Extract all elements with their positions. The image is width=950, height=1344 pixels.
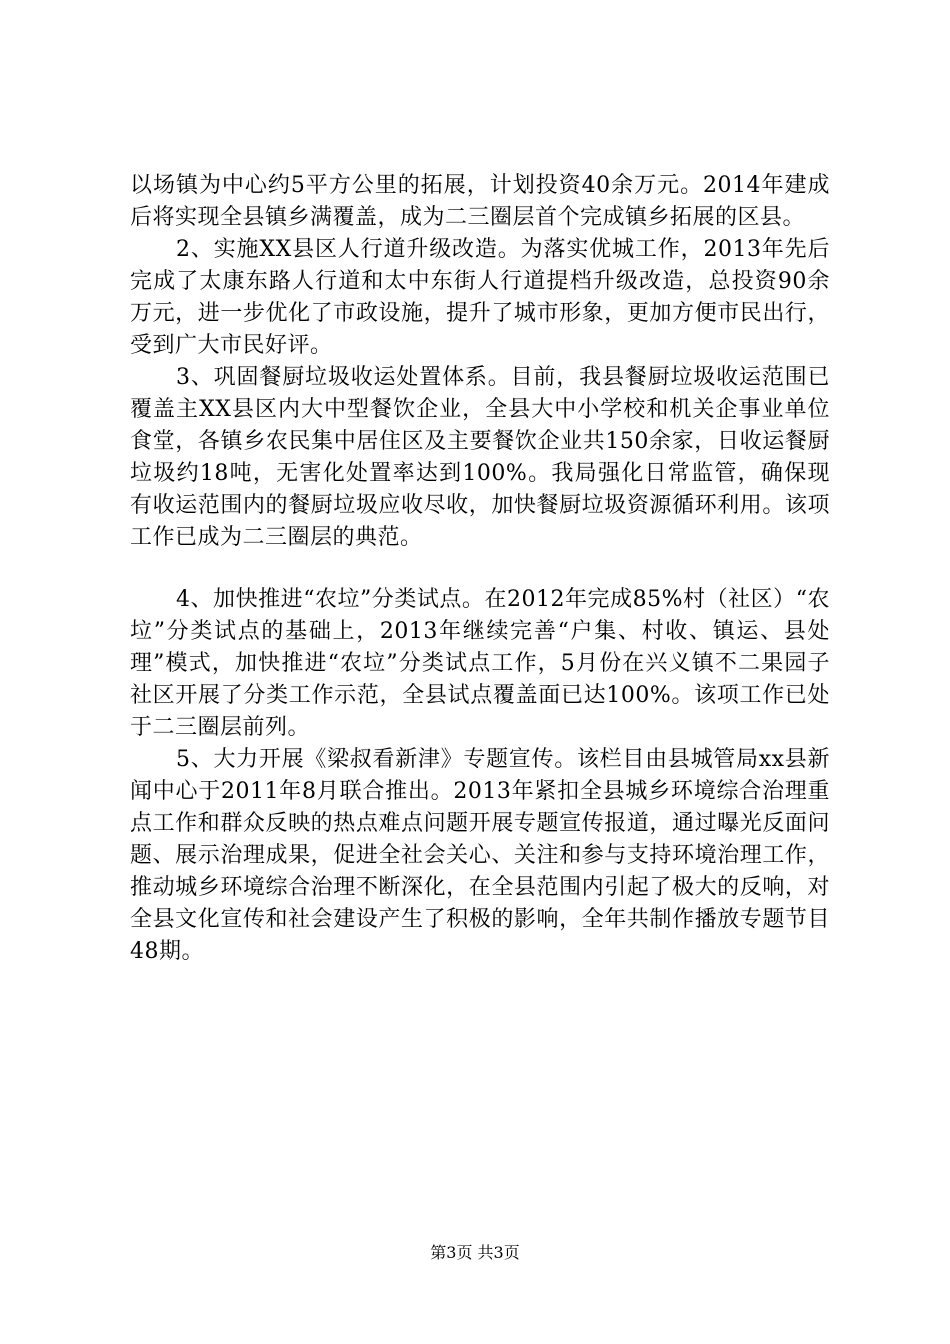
page-footer: 第3页 共3页 <box>430 1243 520 1262</box>
paragraph-kitchen-waste: 3、巩固餐厨垃圾收运处置体系。目前，我县餐厨垃圾收运范围已覆盖主XX县区内大中型餐饮企业，全县大中小学校和机关企事业单位食堂，各镇乡农民集中居住区及主要餐饮企业共150余家，日收运餐厨垃圾约18吨，无害化处置率达到100%。我局强化日常监管，确保现有收运范围内的餐厨垃圾应收尽收，加快餐厨垃圾资源循环利用。该项工作已成为二三圈层的典范。 <box>130 365 830 550</box>
paragraph-sidewalk-upgrade: 2、实施XX县区人行道升级改造。为落实优城工作，2013年先后完成了太康东路人行道和太中东街人行道提档升级改造，总投资90余万元，进一步优化了市政设施，提升了城市形象，更加方便市民出行，受到广大市民好评。 <box>130 237 830 358</box>
paragraph-continuation: 以场镇为中心约5平方公里的拓展，计划投资40余万元。2014年建成后将实现全县镇乡满覆盖，成为二三圈层首个完成镇乡拓展的区县。 <box>130 173 830 230</box>
document-body <box>130 170 830 968</box>
paragraph-publicity-program: 5、大力开展《梁叔看新津》专题宣传。该栏目由县城管局xx县新闻中心于2011年8月联合推出。2013年紧扣全县城乡环境综合治理重点工作和群众反映的热点难点问题开展专题宣传报道，通过曝光反面问题、展示治理成果，促进全社会关心、关注和参与支持环境治理工作，推动城乡环境综合治理不断深化，在全县范围内引起了极大的反响，对全县文化宣传和社会建设产生了积极的影响，全年共制作播放专题节目48期。 <box>130 747 830 964</box>
paragraph-rural-waste-sorting: 4、加快推进“农垃”分类试点。在2012年完成85%村（社区）“农垃”分类试点的基础上，2013年继续完善“户集、村收、镇运、县处理”模式，加快推进“农垃”分类试点工作，5月份在兴义镇不二果园子社区开展了分类工作示范，全县试点覆盖面已达100%。该项工作已处于二三圈层前列。 <box>130 587 830 740</box>
